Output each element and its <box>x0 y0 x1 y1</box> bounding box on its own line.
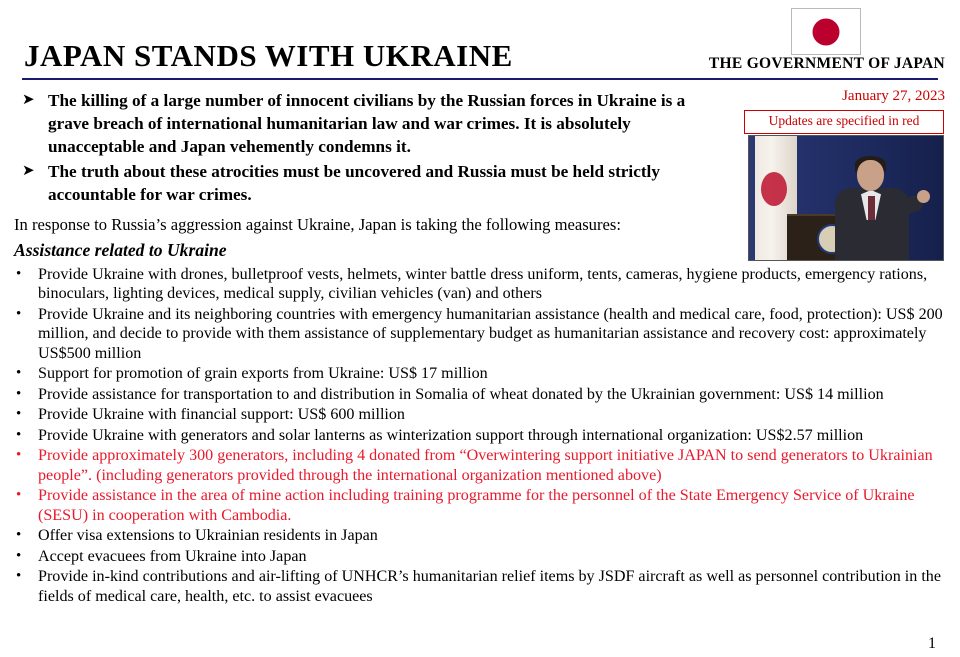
dot-bullet-icon: • <box>16 547 22 564</box>
page-number: 1 <box>928 635 936 652</box>
updates-note: Updates are specified in red <box>744 110 944 134</box>
dot-bullet-icon: • <box>16 385 22 402</box>
dot-bullet-icon: • <box>16 406 22 423</box>
photo-person-hand <box>917 190 930 203</box>
measures-list <box>16 265 948 607</box>
dot-bullet-icon: • <box>16 568 22 585</box>
list-item <box>16 567 948 606</box>
dot-bullet-icon: • <box>16 426 22 443</box>
government-label: THE GOVERNMENT OF JAPAN <box>708 55 945 72</box>
measure-text: Provide approximately 300 generators, including 4 donated from “Overwintering support initiative JAPAN to send generators to Ukrainian people”. (including generators provided through the international organization mentioned above) <box>38 447 933 484</box>
list-item <box>16 385 948 404</box>
lead-point-text: The truth about these atrocities must be uncovered and Russia must be held strictly accountable for war crimes. <box>48 161 660 204</box>
press-conference-photo <box>748 135 944 261</box>
measure-text: Provide Ukraine with financial support: US$ 600 million <box>38 406 405 424</box>
measure-text: Provide Ukraine with generators and solar lanterns as winterization support through international organization: US$2.57 million <box>38 426 864 444</box>
dot-bullet-icon: • <box>16 527 22 544</box>
japan-flag-icon <box>791 8 861 55</box>
list-item <box>16 265 948 304</box>
arrow-bullet-icon: ➤ <box>22 162 35 179</box>
list-item <box>16 547 948 566</box>
flag-disc <box>813 18 840 45</box>
lead-points <box>22 90 722 208</box>
list-item <box>16 364 948 383</box>
title-divider <box>22 78 938 80</box>
measure-text: Provide assistance in the area of mine action including training programme for the personnel of the State Emergency Service of Ukraine (SESU) in cooperation with Cambodia. <box>38 487 915 524</box>
dot-bullet-icon: • <box>16 365 22 382</box>
measure-text: Provide Ukraine and its neighboring countries with emergency humanitarian assistance (health and medical care, food, protection): US$ 200 million, and decide to provide with them assistance of supplementary budget as humanitarian assistance and recovery cost: approximately US$500 million <box>38 305 943 362</box>
measure-text: Accept evacuees from Ukraine into Japan <box>38 547 307 565</box>
dot-bullet-icon: • <box>16 447 22 464</box>
measure-text: Support for promotion of grain exports from Ukraine: US$ 17 million <box>38 365 488 383</box>
measure-text: Offer visa extensions to Ukrainian residents in Japan <box>38 527 378 545</box>
dot-bullet-icon: • <box>16 266 22 282</box>
photo-flag-disc <box>761 172 787 206</box>
list-item <box>16 426 948 445</box>
lead-point <box>22 90 722 159</box>
arrow-bullet-icon: ➤ <box>22 92 35 108</box>
dot-bullet-icon: • <box>16 305 22 322</box>
date-label: January 27, 2023 <box>842 88 945 104</box>
page-title: JAPAN STANDS WITH UKRAINE <box>24 38 513 73</box>
list-item <box>16 526 948 545</box>
list-item-highlighted <box>16 446 948 485</box>
list-item-highlighted <box>16 486 948 525</box>
photo-person-tie <box>868 196 875 220</box>
list-item <box>16 305 948 363</box>
intro-text: In response to Russia’s aggression against Ukraine, Japan is taking the following measures: <box>14 215 621 234</box>
lead-point <box>22 161 722 207</box>
dot-bullet-icon: • <box>16 487 22 504</box>
photo-person-head <box>857 160 884 191</box>
measure-text: Provide in-kind contributions and air-lifting of UNHCR’s humanitarian relief items by JSDF aircraft as well as personnel contribution in the fields of medical care, health, etc. to assist evacuees <box>38 568 941 605</box>
list-item <box>16 405 948 424</box>
lead-point-text: The killing of a large number of innocent civilians by the Russian forces in Ukraine is a grave breach of international humanitarian law and war crimes. It is absolutely unacceptable and Japan vehemently condemns it. <box>48 91 686 156</box>
section-heading: Assistance related to Ukraine <box>14 240 227 260</box>
measure-text: Provide assistance for transportation to and distribution in Somalia of wheat donated by the Ukrainian government: US$ 14 million <box>38 385 884 403</box>
measure-text: Provide Ukraine with drones, bulletproof vests, helmets, winter battle dress uniform, tents, cameras, hygiene products, emergency rations, binoculars, lighting devices, medical supply, civilian vehicles (van) and others <box>38 266 928 303</box>
